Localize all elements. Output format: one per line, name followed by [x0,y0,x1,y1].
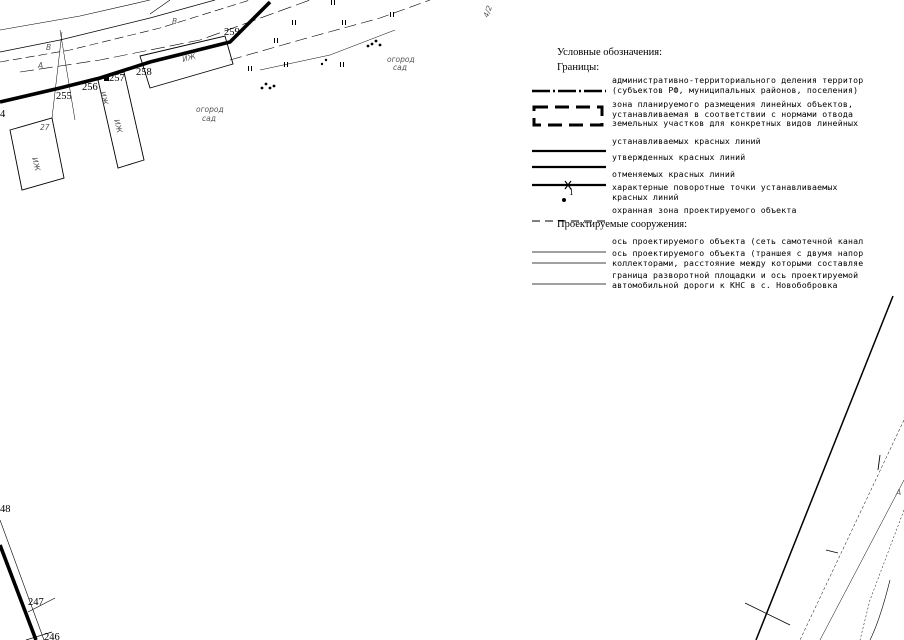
zone-letter: А [38,61,44,70]
legend [530,46,904,296]
legend-text: ось проектируемого объекта (сеть самотечной канал [612,236,864,246]
legend-heading: Условные обозначения: [557,47,663,58]
point-label-246: 246 [44,632,60,640]
legend-text: административно-территориального деления территор (субъектов РФ, муниципальных районов, поселения) [612,75,864,95]
legend-row-admin-border [530,76,904,98]
legend-row-placement-zone [530,100,904,132]
garden-label: огород [387,55,415,64]
legend-row-protection-zone [530,206,904,218]
lower-left-road [0,520,55,640]
zone-letter: А [896,488,902,497]
point-label-4: 4 [0,109,6,120]
legend-row-cancelled-red-lines [530,170,904,182]
legend-text: зона планируемого размещения линейных объектов, устанавливаемая в соответствии с нормами отвода земельных участков для конкретных видов линейных [612,99,859,128]
zone-letter: В [172,17,178,26]
garden-label: огород [196,105,224,114]
parcel-label: ИЖ [112,118,125,134]
legend-text: охранная зона проектируемого объекта [612,205,797,215]
legend-row-approved-red-lines [530,153,904,165]
point-label-247: 247 [28,597,44,608]
structures-heading: Проектируемые сооружения: [557,219,688,230]
legend-row-trench-axis [530,249,904,271]
legend-text: устанавливаемых красных линий [612,136,761,146]
garden-label: сад [202,114,216,123]
parcel-number: 27 [40,123,50,132]
legend-text: отменяемых красных линий [612,169,736,179]
legend-text: утвержденных красных линий [612,152,746,162]
legend-row-turnaround-road [530,271,904,293]
thin-line-symbol [530,271,610,296]
point-label-257: 257 [109,73,125,84]
zone-letter: В [46,43,52,52]
garden-label: сад [393,63,407,72]
parcel-number: 4/2 [481,4,495,19]
legend-text: ось проектируемого объекта (траншея с двумя напор коллекторами, расстояние между которыми составляе [612,248,864,268]
road-lines [0,0,430,120]
legend-row-established-red-lines [530,137,904,149]
point-label-256: 256 [82,82,98,93]
legend-text: граница разворотной площадки и ось проектируемой автомобильной дороги к КНС в с. Новобобровка [612,270,859,290]
borders-heading: Границы: [557,62,600,73]
right-road [745,296,904,640]
parcel-label: ИЖ [30,156,43,172]
point-label-48: 48 [0,504,11,515]
parcel-label: ИЖ [98,90,111,106]
parcel-label: ИЖ [181,51,197,64]
legend-row-turning-points [530,183,904,205]
point-label-258: 258 [136,67,152,78]
point-symbol-label: 1 [569,187,574,197]
legend-text: характерные поворотные точки устанавливаемых красных линий [612,182,838,202]
point-label-255: 255 [56,91,72,102]
dashed-box-symbol [530,100,610,130]
point-label-259: 259 [224,27,240,38]
